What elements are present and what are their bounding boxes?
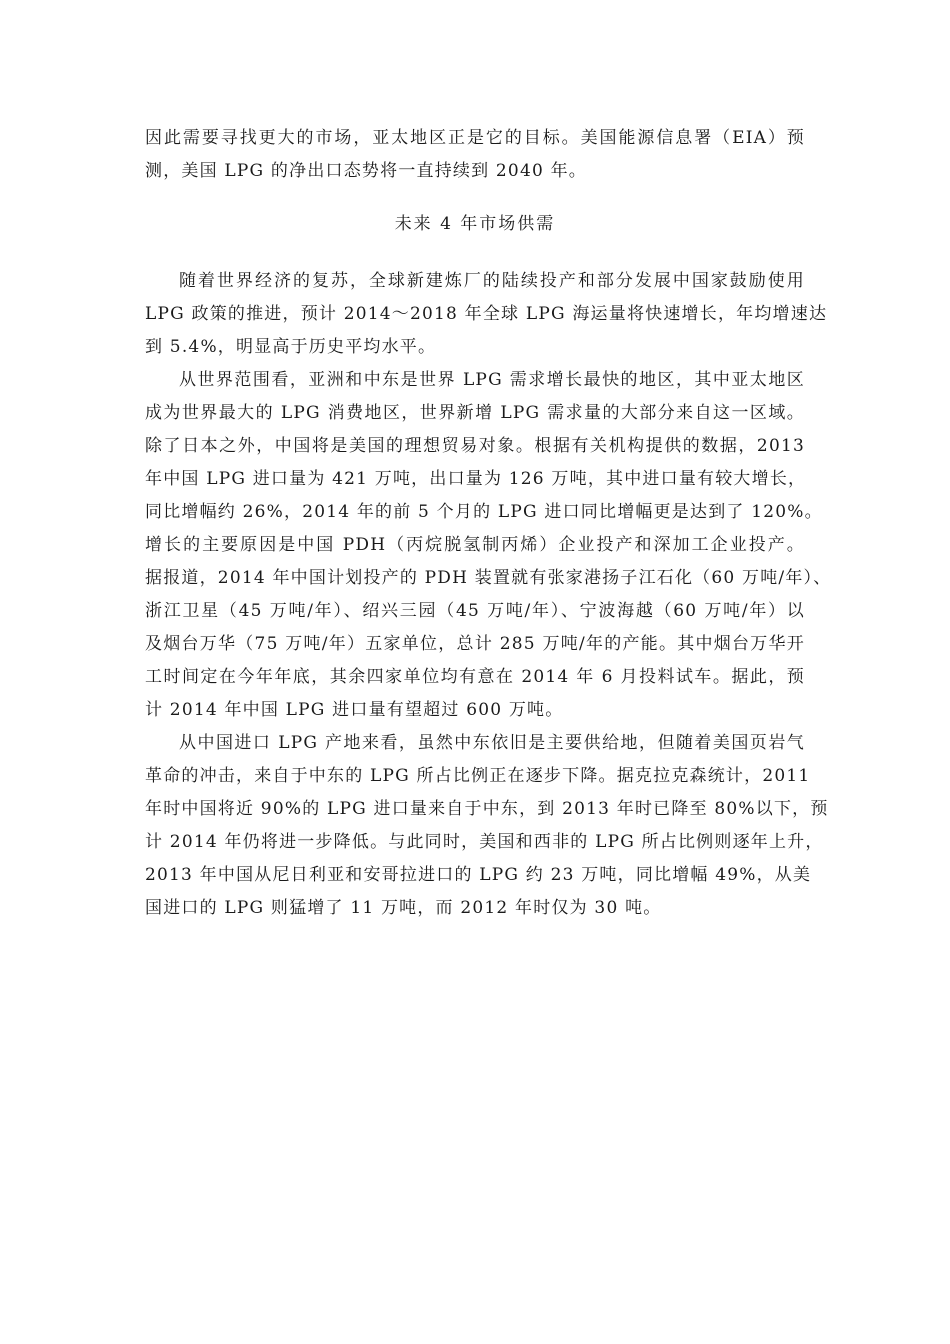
text-line: 年中国 LPG 进口量为 421 万吨，出口量为 126 万吨，其中进口量有较大增长， [145, 469, 807, 489]
text-line: 从中国进口 LPG 产地来看，虽然中东依旧是主要供给地，但随着美国页岩气 [179, 733, 805, 753]
text-line: 国进口的 LPG 则猛增了 11 万吨，而 2012 年时仅为 30 吨。 [145, 898, 662, 918]
text-line: 计 2014 年仍将进一步降低。与此同时，美国和西非的 LPG 所占比例则逐年上升， [145, 832, 824, 852]
text-line: 据报道，2014 年中国计划投产的 PDH 装置就有张家港扬子江石化（60 万吨/年）、 [145, 568, 832, 588]
paragraph-2 [145, 364, 832, 727]
text-line: 从世界范围看，亚洲和中东是世界 LPG 需求增长最快的地区，其中亚太地区 [179, 370, 805, 390]
text-line: 年时中国将近 90%的 LPG 进口量来自于中东，到 2013 年时已降至 80%以下，预 [145, 799, 829, 819]
intro-paragraph [145, 122, 805, 188]
text-line: 同比增幅约 26%，2014 年的前 5 个月的 LPG 进口同比增幅更是达到了 120%。 [145, 502, 823, 522]
document-page [145, 122, 832, 925]
text-line: LPG 政策的推进，预计 2014～2018 年全球 LPG 海运量将快速增长，年均增速达 [145, 304, 828, 324]
text-line: 及烟台万华（75 万吨/年）五家单位，总计 285 万吨/年的产能。其中烟台万华开 [145, 634, 805, 654]
paragraph-3 [145, 727, 829, 925]
text-line: 除了日本之外，中国将是美国的理想贸易对象。根据有关机构提供的数据，2013 [145, 436, 805, 456]
text-line: 因此需要寻找更大的市场，亚太地区正是它的目标。美国能源信息署（EIA）预 [145, 128, 805, 148]
section-heading: 未来 4 年市场供需 [394, 214, 556, 234]
text-line: 到 5.4%，明显高于历史平均水平。 [145, 337, 437, 357]
text-line: 随着世界经济的复苏，全球新建炼厂的陆续投产和部分发展中国家鼓励使用 [179, 271, 805, 291]
text-line: 浙江卫星（45 万吨/年）、绍兴三园（45 万吨/年）、宁波海越（60 万吨/年）以 [145, 601, 805, 621]
text-line: 成为世界最大的 LPG 消费地区，世界新增 LPG 需求量的大部分来自这一区域。 [145, 403, 805, 423]
text-line: 增长的主要原因是中国 PDH（丙烷脱氢制丙烯）企业投产和深加工企业投产。 [145, 535, 805, 555]
text-line: 革命的冲击，来自于中东的 LPG 所占比例正在逐步下降。据克拉克森统计，2011 [145, 766, 811, 786]
text-line: 计 2014 年中国 LPG 进口量有望超过 600 万吨。 [145, 700, 564, 720]
text-line: 2013 年中国从尼日利亚和安哥拉进口的 LPG 约 23 万吨，同比增幅 49%，从美 [145, 865, 812, 885]
text-line: 工时间定在今年年底，其余四家单位均有意在 2014 年 6 月投料试车。据此，预 [145, 667, 805, 687]
text-line: 测，美国 LPG 的净出口态势将一直持续到 2040 年。 [145, 161, 587, 181]
paragraph-1 [145, 265, 828, 364]
